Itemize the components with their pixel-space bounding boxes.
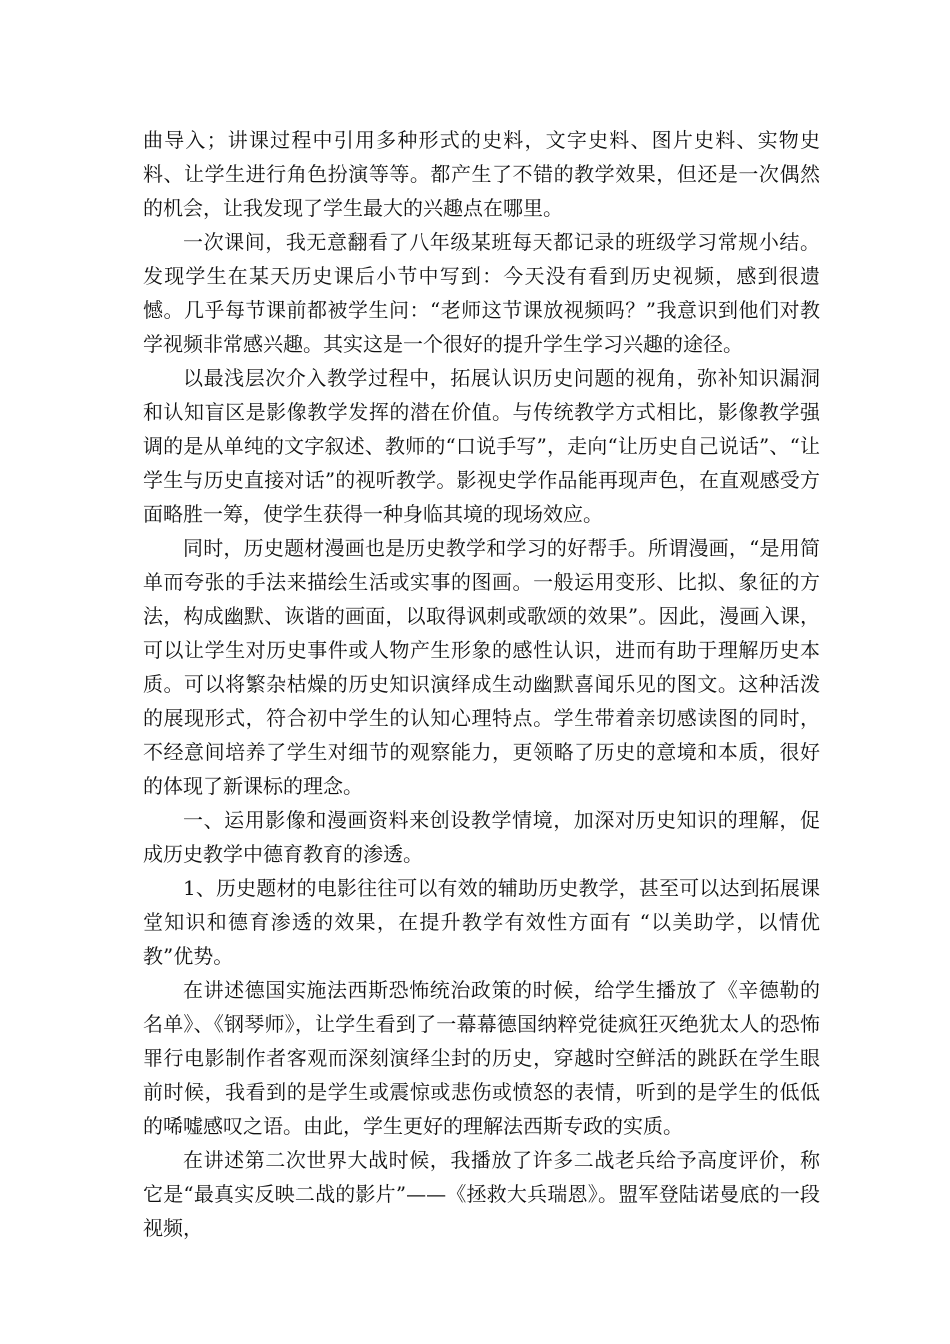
paragraph-fascism: 在讲述德国实施法西斯恐怖统治政策的时候，给学生播放了《辛德勒的名单》、《钢琴师》，让学生看到了一幕幕德国纳粹党徒疯狂灭绝犹太人的恐怖罪行电影制作者客观而深刻演绎尘封的历史，穿越时空鲜活的跳跃在学生眼前时候，我看到的是学生或震惊或悲伤或愤怒的表情，听到的是学生的低低的唏嘘感叹之语。由此，学生更好的理解法西斯专政的实质。 [143,978,820,1138]
subsection-heading-one: 1、历史题材的电影往往可以有效的辅助历史教学，甚至可以达到拓展课堂知识和德育渗透的效果，在提升教学有效性方面有 “以美助学，以情优教”优势。 [143,876,820,968]
document-body [143,123,820,1245]
paragraph-comics: 同时，历史题材漫画也是历史教学和学习的好帮手。所谓漫画，“是用简单而夸张的手法来描绘生活或实事的图画。一般运用变形、比拟、象征的方法，构成幽默、诙谐的画面，以取得讽刺或歌颂的效果”。因此，漫画入课，可以让学生对历史事件或人物产生形象的感性认识，进而有助于理解历史本质。可以将繁杂枯燥的历史知识演绎成生动幽默喜闻乐见的图文。这种活泼的展现形式，符合初中学生的认知心理特点。学生带着亲切感读图的同时，不经意间培养了学生对细节的观察能力，更领略了历史的意境和本质，很好的体现了新课标的理念。 [143,536,820,798]
paragraph-image-teaching: 以最浅层次介入教学过程中，拓展认识历史问题的视角，弥补知识漏洞和认知盲区是影像教学发挥的潜在价值。与传统教学方式相比，影像教学强调的是从单纯的文字叙述、教师的“口说手写”，走向“让历史自己说话”、“让学生与历史直接对话”的视听教学。影视史学作品能再现声色，在直观感受方面略胜一筹，使学生获得一种身临其境的现场效应。 [143,366,820,526]
paragraph-continuation: 曲导入；讲课过程中引用多种形式的史料，文字史料、图片史料、实物史料、让学生进行角色扮演等等。都产生了不错的教学效果，但还是一次偶然的机会，让我发现了学生最大的兴趣点在哪里。 [143,128,820,220]
paragraph-ww2: 在讲述第二次世界大战时候，我播放了许多二战老兵给予高度评价，称它是“最真实反映二战的影片”——《拯救大兵瑞恩》。盟军登陆诺曼底的一段视频， [143,1148,820,1240]
section-heading-one: 一、运用影像和漫画资料来创设教学情境，加深对历史知识的理解，促成历史教学中德育教育的渗透。 [143,808,820,866]
paragraph-class-notes: 一次课间，我无意翻看了八年级某班每天都记录的班级学习常规小结。发现学生在某天历史课后小节中写到：今天没有看到历史视频，感到很遗憾。几乎每节课前都被学生问：“老师这节课放视频吗？”我意识到他们对教学视频非常感兴趣。其实这是一个很好的提升学生学习兴趣的途径。 [143,230,820,356]
